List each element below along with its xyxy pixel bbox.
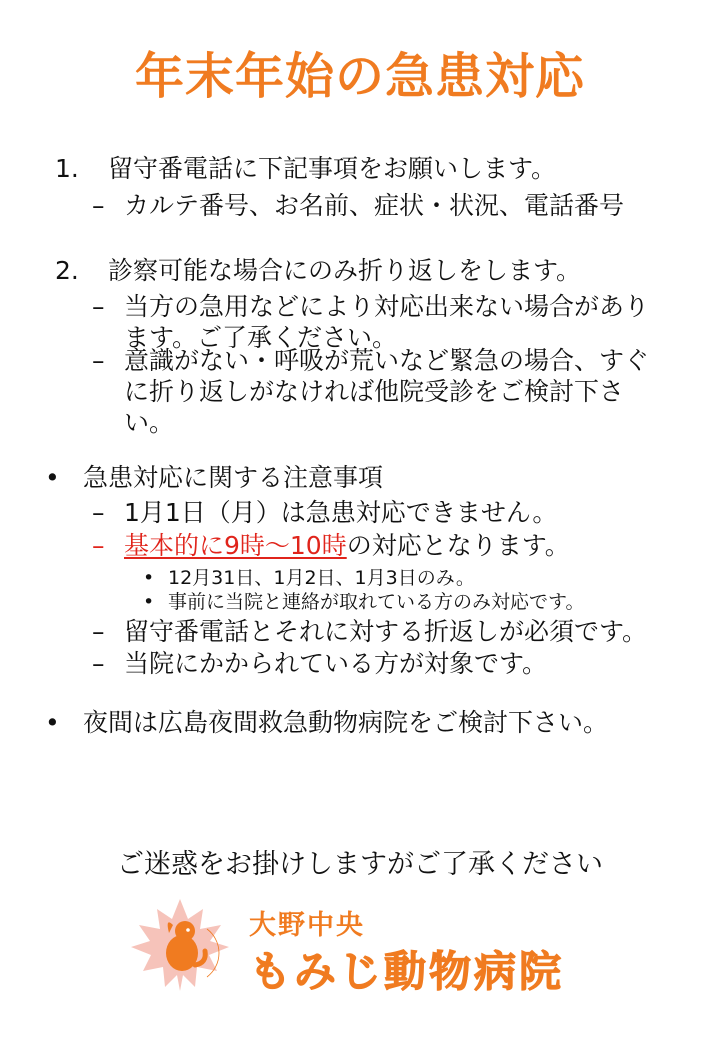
list-text: 当方の急用などにより対応出来ない場合があります。ご了承ください。 bbox=[124, 292, 650, 352]
closing-message: ご迷惑をお掛けしますがご了承ください bbox=[117, 849, 603, 880]
list-text: 1月1日（月）は急患対応できません。 bbox=[124, 498, 558, 527]
dash-marker: – bbox=[92, 617, 105, 646]
animal-head bbox=[175, 921, 195, 941]
animal-eye bbox=[186, 928, 190, 932]
logo-line2: もみじ動物病院 bbox=[249, 947, 565, 996]
dash-marker: – bbox=[92, 191, 105, 220]
list-marker: 2. bbox=[55, 256, 79, 285]
dash-marker: – bbox=[92, 649, 105, 678]
bullet-marker: • bbox=[143, 567, 155, 589]
dash-marker: – bbox=[92, 531, 105, 560]
list-text: 夜間は広島夜間救急動物病院をご検討下さい。 bbox=[83, 708, 609, 737]
list-text: 当院にかかられている方が対象です。 bbox=[124, 649, 548, 678]
dash-marker: – bbox=[92, 346, 105, 375]
list-text: 意識がない・呼吸が荒いなど緊急の場合、すぐに折り返しがなければ他院受診をご検討下さい。 bbox=[124, 346, 650, 437]
list-text: の対応となります。 bbox=[346, 531, 570, 560]
bullet-marker: • bbox=[45, 463, 60, 492]
list-marker: 1. bbox=[55, 154, 79, 183]
page-title: 年末年始の急患対応 bbox=[134, 48, 585, 105]
maple-leaf-with-animals-icon bbox=[125, 895, 235, 995]
highlight-text: 基本的に9時〜10時 bbox=[124, 531, 347, 560]
list-text: 12月31日、1月2日、1月3日のみ。 bbox=[168, 567, 475, 589]
logo-line1: 大野中央 bbox=[249, 910, 365, 941]
list-text: 事前に当院と連絡が取れている方のみ対応です。 bbox=[168, 591, 585, 613]
list-text: 留守番電話とそれに対する折返しが必須です。 bbox=[124, 617, 648, 646]
list-text: 急患対応に関する注意事項 bbox=[83, 463, 384, 492]
bullet-marker: • bbox=[45, 708, 60, 737]
dash-marker: – bbox=[92, 498, 105, 527]
dash-marker: – bbox=[92, 292, 105, 321]
list-text: 留守番電話に下記事項をお願いします。 bbox=[108, 154, 557, 183]
list-text: 診察可能な場合にのみ折り返しをします。 bbox=[108, 256, 582, 285]
hospital-logo bbox=[125, 895, 605, 995]
list-text: カルテ番号、お名前、症状・状況、電話番号 bbox=[124, 191, 625, 220]
bullet-marker: • bbox=[143, 591, 155, 613]
